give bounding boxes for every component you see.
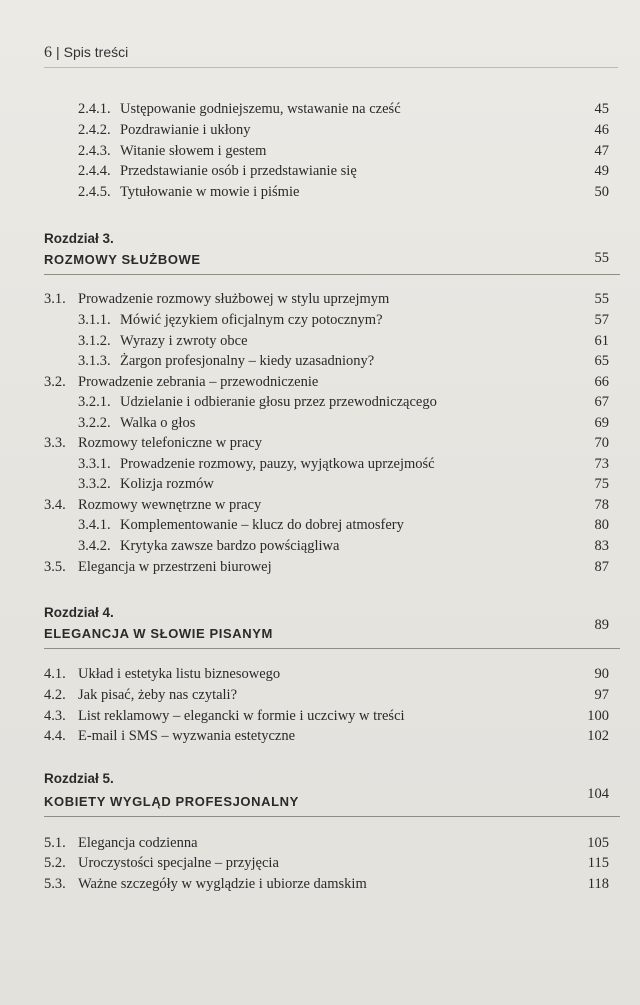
toc-entry-page: 83	[594, 538, 609, 554]
toc-entry-title: Jak pisać, żeby nas czytali?	[78, 687, 238, 703]
toc-entry-number: 4.1.	[44, 666, 66, 682]
toc-entry-number: 3.4.	[44, 497, 66, 513]
toc-entry-title: Tytułowanie w mowie i piśmie	[120, 184, 300, 200]
toc-entry-title: Prowadzenie rozmowy służbowej w stylu uprzejmym	[78, 291, 390, 307]
toc-entry	[0, 182, 640, 202]
toc-entry-title: Krytyka zawsze bardzo powściągliwa	[120, 538, 340, 554]
toc-entry	[0, 706, 640, 726]
chapter-4-title: ELEGANCJA W SŁOWIE PISANYM	[44, 626, 273, 641]
toc-entry-number: 5.1.	[44, 835, 66, 851]
toc-entry-title: Pozdrawianie i ukłony	[120, 122, 251, 138]
toc-entry-number: 2.4.3.	[78, 143, 111, 159]
toc-entry	[0, 141, 640, 161]
toc-entry-number: 3.1.2.	[78, 333, 111, 349]
toc-entry-page: 80	[594, 517, 609, 533]
toc-entry-title: Układ i estetyka listu biznesowego	[78, 666, 281, 682]
toc-entry-title: Prowadzenie rozmowy, pauzy, wyjątkowa uprzejmość	[120, 456, 435, 472]
toc-entry	[0, 413, 640, 433]
running-header	[44, 44, 620, 62]
toc-entry-title: Udzielanie i odbieranie głosu przez przewodniczącego	[120, 394, 437, 410]
toc-entry-number: 2.4.1.	[78, 101, 111, 117]
toc-entry-page: 69	[594, 415, 609, 431]
toc-entry-page: 78	[594, 497, 609, 513]
toc-entry-number: 3.4.2.	[78, 538, 111, 554]
toc-entry-title: Przedstawianie osób i przedstawianie się	[120, 163, 357, 179]
toc-entry-number: 3.2.	[44, 374, 66, 390]
toc-entry	[0, 310, 640, 330]
toc-entry	[0, 289, 640, 309]
toc-entry-page: 65	[594, 353, 609, 369]
chapter-5-title: KOBIETY WYGLĄD PROFESJONALNY	[44, 794, 299, 809]
toc-entry-page: 66	[594, 374, 609, 390]
header-separator: |	[56, 44, 60, 60]
toc-entry	[0, 853, 640, 873]
toc-entry-number: 4.3.	[44, 708, 66, 724]
toc-entry	[0, 433, 640, 453]
toc-entry-title: Rozmowy wewnętrzne w pracy	[78, 497, 262, 513]
toc-entry	[0, 454, 640, 474]
toc-entry	[0, 474, 640, 494]
toc-entry-page: 100	[587, 708, 609, 724]
toc-entry-number: 3.1.	[44, 291, 66, 307]
toc-entry	[0, 120, 640, 140]
toc-entry-page: 45	[594, 101, 609, 117]
toc-entry-page: 61	[594, 333, 609, 349]
toc-entry	[0, 392, 640, 412]
toc-entry	[0, 161, 640, 181]
toc-entry-title: Komplementowanie – klucz do dobrej atmosfery	[120, 517, 404, 533]
toc-entry	[0, 515, 640, 535]
chapter-5-label: Rozdział 5.	[44, 771, 114, 786]
toc-entry-title: List reklamowy – elegancki w formie i uczciwy w treści	[78, 708, 405, 724]
toc-entry-title: Walka o głos	[120, 415, 196, 431]
toc-entry-title: Wyrazy i zwroty obce	[120, 333, 248, 349]
toc-entry-page: 90	[594, 666, 609, 682]
toc-entry-number: 3.3.2.	[78, 476, 111, 492]
toc-entry	[0, 536, 640, 556]
toc-entry	[0, 664, 640, 684]
toc-entry-page: 50	[594, 184, 609, 200]
toc-entry-page: 102	[587, 728, 609, 744]
chapter-4-page: 89	[594, 617, 609, 633]
toc-entry	[0, 331, 640, 351]
toc-entry	[0, 726, 640, 746]
toc-entry	[0, 99, 640, 119]
chapter-5-page: 104	[587, 786, 609, 802]
toc-entry	[0, 351, 640, 371]
toc-entry-number: 3.5.	[44, 559, 66, 575]
toc-entry	[0, 874, 640, 894]
toc-entry-number: 2.4.2.	[78, 122, 111, 138]
toc-entry-title: Prowadzenie zebrania – przewodniczenie	[78, 374, 319, 390]
toc-entry-number: 2.4.5.	[78, 184, 111, 200]
toc-entry-number: 3.3.	[44, 435, 66, 451]
toc-entry-title: Ustępowanie godniejszemu, wstawanie na cześć	[120, 101, 401, 117]
toc-entry-number: 4.2.	[44, 687, 66, 703]
toc-entry-number: 5.3.	[44, 876, 66, 892]
toc-entry-number: 2.4.4.	[78, 163, 111, 179]
toc-entry-title: Kolizja rozmów	[120, 476, 214, 492]
toc-entry-page: 115	[587, 855, 609, 871]
toc-entry-title: Elegancja w przestrzeni biurowej	[78, 559, 272, 575]
toc-entry-page: 46	[594, 122, 609, 138]
toc-entry	[0, 372, 640, 392]
chapter-4-rule	[44, 648, 620, 649]
toc-entry-page: 73	[594, 456, 609, 472]
toc-entry-page: 55	[594, 291, 609, 307]
toc-entry	[0, 685, 640, 705]
toc-entry-page: 105	[587, 835, 609, 851]
toc-entry-page: 97	[594, 687, 609, 703]
chapter-3-title: ROZMOWY SŁUŻBOWE	[44, 252, 201, 267]
toc-entry-title: Elegancja codzienna	[78, 835, 198, 851]
toc-entry-title: E-mail i SMS – wyzwania estetyczne	[78, 728, 296, 744]
toc-entry-title: Witanie słowem i gestem	[120, 143, 267, 159]
header-title: Spis treści	[63, 44, 129, 60]
toc-entry	[0, 833, 640, 853]
chapter-3-page: 55	[594, 250, 609, 266]
toc-entry-title: Ważne szczegóły w wyglądzie i ubiorze damskim	[78, 876, 367, 892]
toc-entry-page: 49	[594, 163, 609, 179]
chapter-5-rule	[44, 816, 620, 817]
chapter-3-rule	[44, 274, 620, 275]
toc-entry-title: Żargon profesjonalny – kiedy uzasadniony?	[120, 353, 375, 369]
toc-entry-number: 4.4.	[44, 728, 66, 744]
chapter-3-label: Rozdział 3.	[44, 231, 114, 246]
header-rule	[44, 67, 618, 68]
toc-entry-page: 47	[594, 143, 609, 159]
toc-entry-page: 87	[594, 559, 609, 575]
toc-entry-title: Mówić językiem oficjalnym czy potocznym?	[120, 312, 383, 328]
toc-entry-page: 75	[594, 476, 609, 492]
toc-entry-number: 3.3.1.	[78, 456, 111, 472]
toc-entry-number: 3.1.1.	[78, 312, 111, 328]
toc-entry-number: 3.4.1.	[78, 517, 111, 533]
header-page-number: 6	[44, 44, 52, 61]
toc-entry-number: 3.2.2.	[78, 415, 111, 431]
toc-entry	[0, 495, 640, 515]
toc-entry-number: 5.2.	[44, 855, 66, 871]
toc-entry-page: 57	[594, 312, 609, 328]
toc-entry-page: 67	[594, 394, 609, 410]
toc-entry-page: 118	[587, 876, 609, 892]
toc-entry	[0, 557, 640, 577]
toc-entry-number: 3.1.3.	[78, 353, 111, 369]
toc-entry-number: 3.2.1.	[78, 394, 111, 410]
chapter-4-label: Rozdział 4.	[44, 605, 114, 620]
toc-entry-page: 70	[594, 435, 609, 451]
toc-entry-title: Rozmowy telefoniczne w pracy	[78, 435, 262, 451]
toc-entry-title: Uroczystości specjalne – przyjęcia	[78, 855, 279, 871]
